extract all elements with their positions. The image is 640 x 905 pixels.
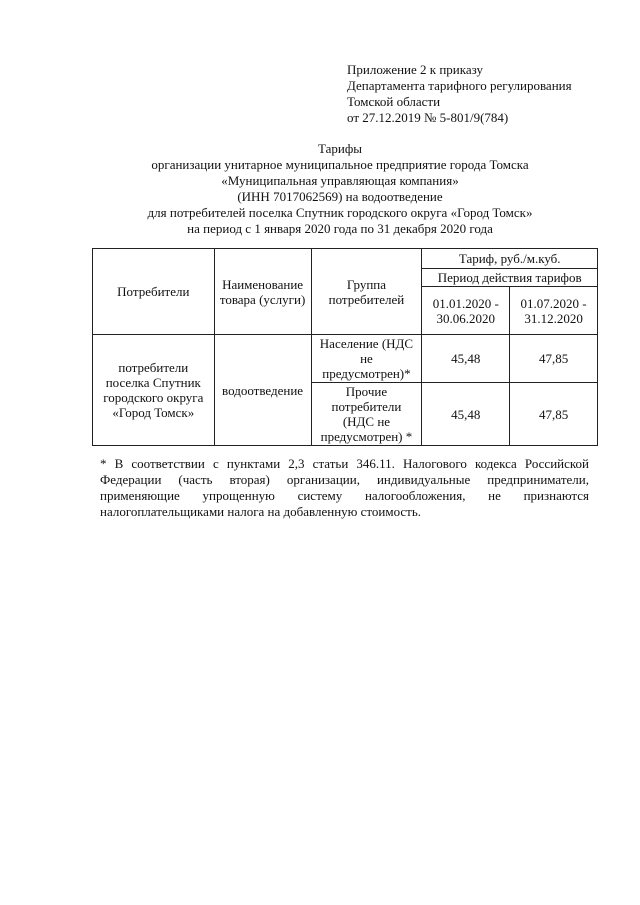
title-line: для потребителей поселка Спутник городского округа «Город Томск» xyxy=(147,205,533,220)
title-line: «Муниципальная управляющая компания» xyxy=(221,173,459,188)
group-cell: Прочие потребители (НДС не предусмотрен) * xyxy=(311,383,422,446)
appendix-header xyxy=(347,62,572,126)
tariff-value-cell: 45,48 xyxy=(422,383,510,446)
header-group: Группа потребителей xyxy=(311,249,422,335)
appendix-line: Томской области xyxy=(347,94,441,109)
title-heading: Тарифы xyxy=(317,141,362,156)
tariff-value-cell: 47,85 xyxy=(510,383,598,446)
appendix-line: Департамента тарифного регулирования xyxy=(347,78,572,93)
group-cell: Население (НДС не предусмотрен)* xyxy=(311,335,422,383)
footnote xyxy=(100,456,589,520)
header-consumers: Потребители xyxy=(93,249,215,335)
header-period-1: 01.01.2020 - 30.06.2020 xyxy=(422,287,510,335)
table-header-row xyxy=(93,249,598,269)
appendix-order-line: от 27.12.2019 № 5-801/9(784) xyxy=(347,110,509,125)
tariff-table xyxy=(92,248,598,446)
header-product: Наименование товара (услуги) xyxy=(214,249,311,335)
consumer-cell: потребители поселка Спутник городского округа «Город Томск» xyxy=(93,335,215,446)
product-cell: водоотведение xyxy=(214,335,311,446)
header-period: Период действия тарифов xyxy=(422,269,598,287)
header-tariff: Тариф, руб./м.куб. xyxy=(422,249,598,269)
tariff-value-cell: 45,48 xyxy=(422,335,510,383)
title-period-line: на период с 1 января 2020 года по 31 декабря 2020 года xyxy=(187,221,493,236)
document-title xyxy=(0,141,640,237)
appendix-line: Приложение 2 к приказу xyxy=(347,62,484,77)
title-line: организации унитарное муниципальное предприятие города Томска xyxy=(151,157,529,172)
tariff-value-cell: 47,85 xyxy=(510,335,598,383)
header-period-2: 01.07.2020 - 31.12.2020 xyxy=(510,287,598,335)
table-row xyxy=(93,335,598,383)
title-line: (ИНН 7017062569) на водоотведение xyxy=(237,189,443,204)
footnote-text: * В соответствии с пунктами 2,3 статьи 346.11. Налогового кодекса Российской Федерации (часть вторая) организации, индивидуальные предприниматели, применяющие упрощенную систему налогообложения, не признаются налогоплательщиками налога на добавленную стоимость. xyxy=(100,456,589,519)
